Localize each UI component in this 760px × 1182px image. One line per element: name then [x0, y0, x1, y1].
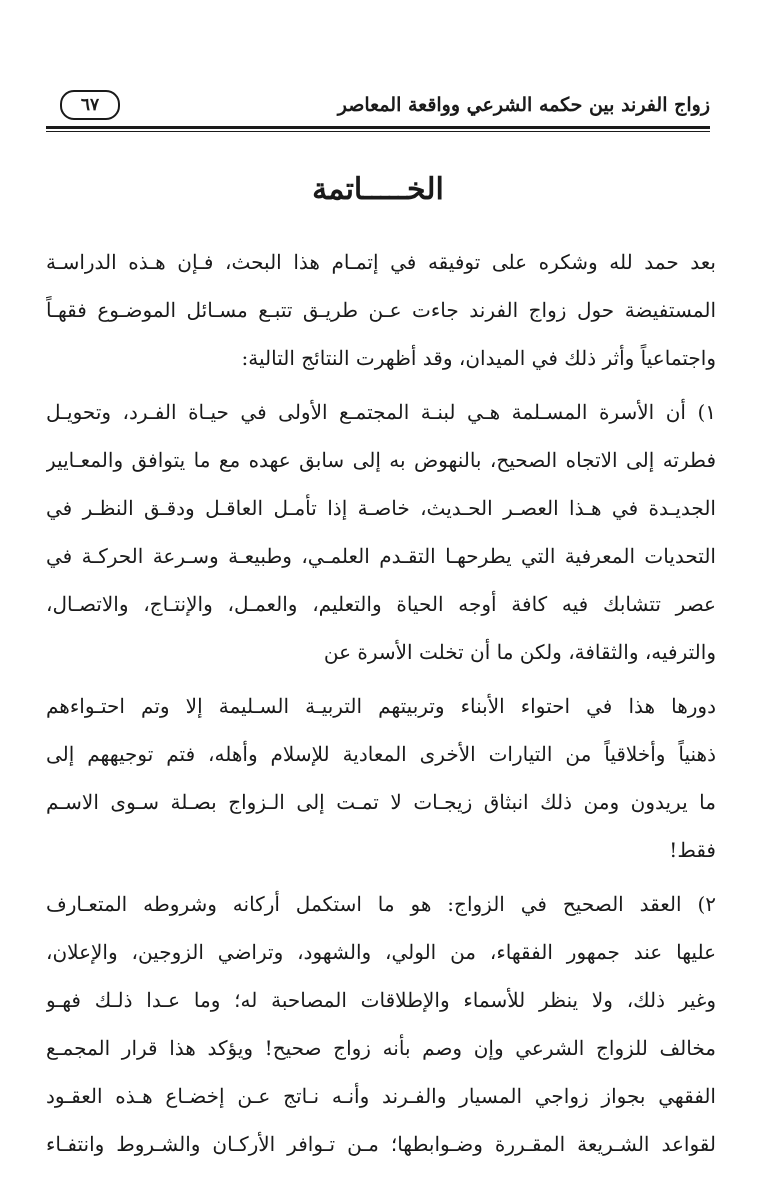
text-line: لقواعد الشـريعة المقـررة وضـوابطها؛ مـن تـوافر الأركـان والشـروط وانتفـاء — [46, 1132, 716, 1156]
header-rule-thin — [46, 131, 710, 132]
body-text — [46, 238, 716, 1172]
text-line: الفقهي بجواز زواجي المسيار والفـرند وأنـه نـاتج عـن إخضـاع هـذه العقـود — [46, 1084, 716, 1108]
text-line: بعد حمد لله وشكره على توفيقه في إتمـام هذا البحث، فـإن هـذه الدراسـة — [46, 250, 716, 274]
text-line: وغير ذلك، ولا ينظر للأسماء والإطلاقات المصاحبة له؛ وما عـدا ذلـك فهـو — [46, 988, 716, 1012]
running-header-title: زواج الفرند بين حكمه الشرعي وواقعة المعاصر — [337, 94, 710, 116]
paragraph-point-1-continued — [46, 682, 716, 874]
text-line: ٢) العقد الصحيح في الزواج: هو ما استكمل أركانه وشروطه المتعـارف — [46, 892, 716, 916]
section-title: الخـــــاتمة — [312, 172, 444, 207]
text-line: فطرته إلى الاتجاه الصحيح، بالنهوض به إلى سابق عهده مع ما يتوافق والمعـايير — [46, 448, 716, 472]
text-line: ما يريدون ومن ذلك انبثاق زيجـات لا تمـت إلى الـزواج بصـلة سـوى الاسـم — [46, 790, 716, 814]
text-line: التحديات المعرفية التي يطرحهـا التقـدم العلمـي، وطبيعـة وسـرعة الحركـة في — [46, 544, 716, 568]
text-line: عليها عند جمهور الفقهاء، من الولي، والشهود، وتراضي الزوجين، والإعلان، — [46, 940, 716, 964]
text-line: واجتماعياً وأثر ذلك في الميدان، وقد أظهرت النتائج التالية: — [241, 346, 716, 370]
header-rule — [46, 126, 710, 129]
text-line: دورها هذا في احتواء الأبناء وتربيتهم التربيـة السـليمة إلا وتم احتـواءهم — [46, 694, 716, 718]
running-header — [46, 88, 710, 128]
text-line: ذهنياً وأخلاقياً من التيارات الأخرى المعادية للإسلام وأهله، فتم توجيههم إلى — [46, 742, 716, 766]
paragraph-point-2 — [46, 880, 716, 1168]
text-line: ١) أن الأسرة المسـلمة هـي لبنـة المجتمـع الأولى في حيـاة الفـرد، وتحويـل — [46, 400, 716, 424]
paragraph-intro — [46, 238, 716, 382]
page-number-badge: ٦٧ — [60, 90, 120, 120]
text-line: مخالف للزواج الشرعي وإن وصم بأنه زواج صحيح! ويؤكد هذا قرار المجمـع — [46, 1036, 716, 1060]
paragraph-point-1 — [46, 388, 716, 676]
text-line: الجديـدة في هـذا العصـر الحـديث، خاصـة إذا تأمـل العاقـل ودقـق النظـر في — [46, 496, 716, 520]
text-line: فقط! — [669, 838, 716, 862]
text-line: والترفيه، والثقافة، ولكن ما أن تخلت الأسرة عن — [323, 640, 716, 664]
text-line: المستفيضة حول زواج الفرند جاءت عـن طريـق تتبـع مسـائل الموضـوع فقهـاً — [46, 298, 716, 322]
text-line: عصر تتشابك فيه كافة أوجه الحياة والتعليم، والعمـل، والإنتـاج، والاتصـال، — [46, 592, 716, 616]
